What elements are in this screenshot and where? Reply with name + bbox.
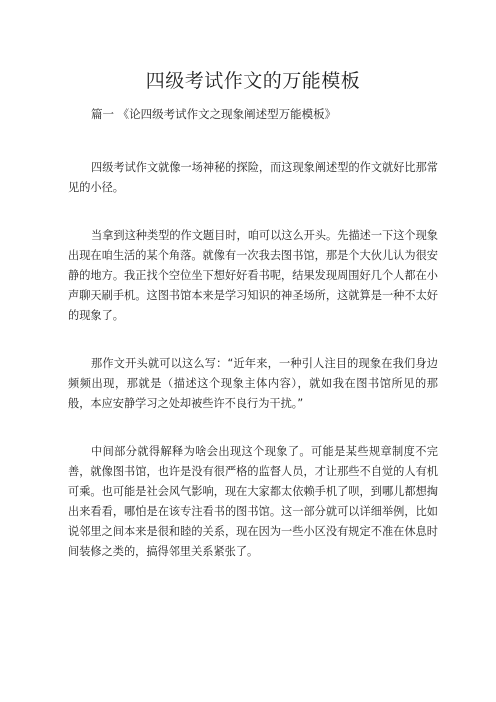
- section-subtitle: 篇一 《论四级考试作文之现象阐述型万能模板》: [91, 107, 337, 121]
- paragraph-3: 那作文开头就可以这么写：“近年来，一种引人注目的现象在我们身边频频出现，那就是（描述这个现象主体内容），就如我在图书馆所见的那般，本应安静学习之处却被些许不良行为干扰。”: [68, 357, 438, 410]
- document-title: 四级考试作文的万能模板: [145, 70, 361, 92]
- paragraph-4: 中间部分就得解释为啥会出现这个现象了。可能是某些规章制度不完善，就像图书馆，也许是没有很严格的监督人员，才让那些不自觉的人有机可乘。也可能是社会风气影响，现在大家都太依赖手机了呗，到哪儿都想掏出来看看，哪怕是在该专注看书的图书馆。这一部分就可以详细举例，比如说邻里之间本来是很和睦的关系，现在因为一些小区没有规定不准在休息时间装修之类的，搞得邻里关系紧张了。: [68, 445, 438, 558]
- paragraph-1: 四级考试作文就像一场神秘的探险，而这现象阐述型的作文就好比那常见的小径。: [68, 161, 438, 194]
- paragraph-2: 当拿到这种类型的作文题目时，咱可以这么开头。先描述一下这个现象出现在咱生活的某个角落。就像有一次我去图书馆，那是个大伙儿认为很安静的地方。我正找个空位坐下想好好看书呢，结果发现周围好几个人都在小声聊天刷手机。这图书馆本来是学习知识的神圣场所，这就算是一种不太好的现象了。: [68, 229, 438, 322]
